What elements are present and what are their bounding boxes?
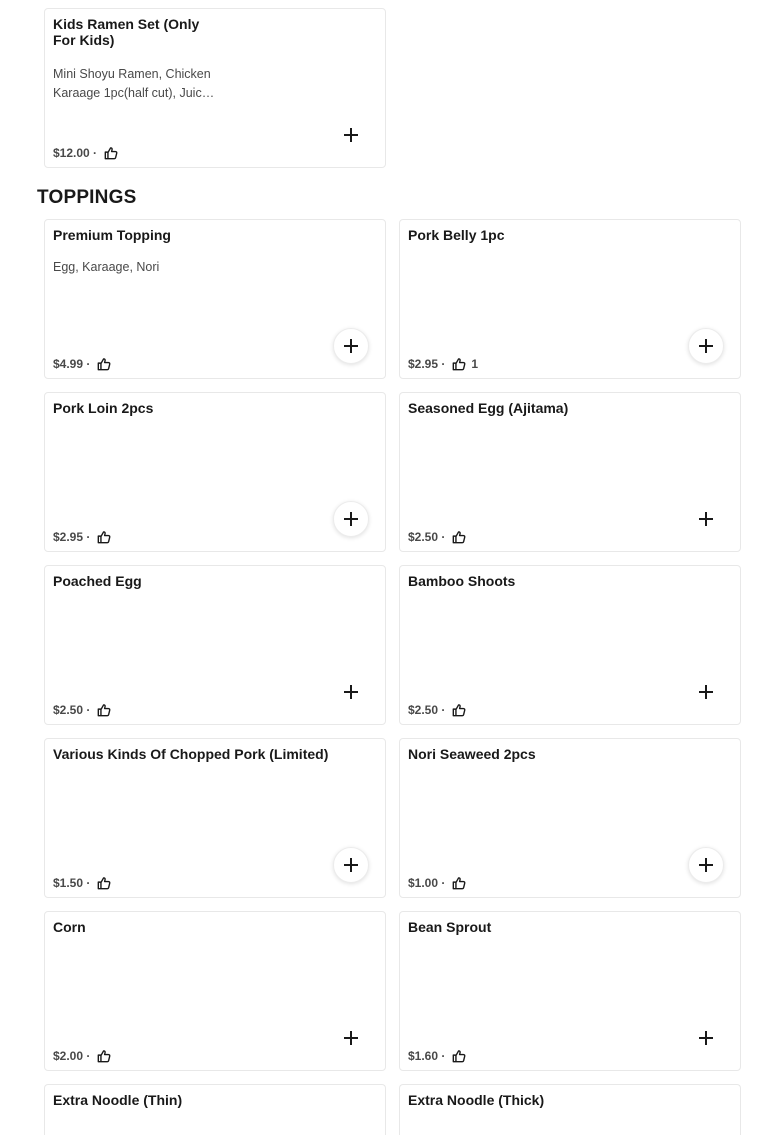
menu-item-card[interactable] xyxy=(44,392,386,552)
menu-item-name: Nori Seaweed 2pcs xyxy=(408,746,536,762)
add-to-cart-button[interactable] xyxy=(333,847,369,883)
menu-item-footer xyxy=(408,876,466,890)
plus-icon xyxy=(343,684,359,700)
menu-item-description: Mini Shoyu Ramen, Chicken Karaage 1pc(half cut), Juic… xyxy=(53,67,215,100)
menu-item-card[interactable] xyxy=(399,738,741,898)
menu-item-card[interactable] xyxy=(399,565,741,725)
menu-item-card[interactable] xyxy=(44,911,386,1071)
menu-item-footer xyxy=(53,876,111,890)
menu-item-price: $1.50 · xyxy=(53,876,91,890)
thumbs-up-icon xyxy=(97,357,111,371)
menu-item-card[interactable] xyxy=(44,565,386,725)
add-to-cart-button[interactable] xyxy=(333,1020,369,1056)
menu-item-name: Poached Egg xyxy=(53,573,142,589)
menu-item-name: Various Kinds Of Chopped Pork (Limited) xyxy=(53,746,329,762)
plus-icon xyxy=(343,1030,359,1046)
thumbs-up-icon xyxy=(452,1049,466,1063)
menu-item-name: Corn xyxy=(53,919,86,935)
thumbs-up-icon xyxy=(97,876,111,890)
menu-item-footer xyxy=(53,357,111,371)
add-to-cart-button[interactable] xyxy=(688,1020,724,1056)
plus-icon xyxy=(698,338,714,354)
add-to-cart-button[interactable] xyxy=(688,501,724,537)
menu-item-price: $2.50 · xyxy=(53,703,91,717)
menu-item-name: Bamboo Shoots xyxy=(408,573,516,589)
menu-item-footer xyxy=(53,703,111,717)
menu-item-card[interactable] xyxy=(399,911,741,1071)
add-to-cart-button[interactable] xyxy=(333,674,369,710)
section-title-toppings: TOPPINGS xyxy=(37,187,137,208)
menu-item-card[interactable] xyxy=(399,219,741,379)
add-to-cart-button[interactable] xyxy=(333,501,369,537)
menu-item-name: Premium Topping xyxy=(53,227,171,243)
menu-item-footer xyxy=(408,1049,466,1063)
menu-item-footer xyxy=(408,357,478,371)
thumbs-up-icon xyxy=(97,703,111,717)
like-count: 1 xyxy=(471,357,479,371)
menu-item-card-kids-ramen-set[interactable] xyxy=(44,8,386,168)
menu-item-price: $1.00 · xyxy=(408,876,446,890)
plus-icon xyxy=(698,684,714,700)
thumbs-up-icon xyxy=(452,703,466,717)
plus-icon xyxy=(343,857,359,873)
thumbs-up-icon xyxy=(97,1049,111,1063)
thumbs-up-icon xyxy=(452,876,466,890)
menu-item-footer xyxy=(408,703,466,717)
menu-item-name: Pork Belly 1pc xyxy=(408,227,505,243)
add-to-cart-button[interactable] xyxy=(333,328,369,364)
plus-icon xyxy=(343,511,359,527)
menu-item-card[interactable] xyxy=(44,738,386,898)
menu-item-name: Pork Loin 2pcs xyxy=(53,400,154,416)
menu-item-name: Extra Noodle (Thick) xyxy=(408,1092,545,1108)
menu-item-name: Kids Ramen Set (Only For Kids) xyxy=(53,16,200,48)
menu-item-price: $4.99 · xyxy=(53,357,91,371)
menu-item-name: Bean Sprout xyxy=(408,919,492,935)
menu-item-name: Extra Noodle (Thin) xyxy=(53,1092,183,1108)
add-to-cart-button[interactable] xyxy=(333,117,369,153)
thumbs-up-icon xyxy=(452,530,466,544)
menu-item-description: Egg, Karaage, Nori xyxy=(53,260,160,274)
menu-item-footer xyxy=(408,530,466,544)
menu-item-price: $2.95 · xyxy=(53,530,91,544)
plus-icon xyxy=(343,127,359,143)
menu-item-card[interactable] xyxy=(399,1084,741,1135)
menu-item-card[interactable] xyxy=(44,219,386,379)
menu-item-name: Seasoned Egg (Ajitama) xyxy=(408,400,569,416)
plus-icon xyxy=(343,338,359,354)
thumbs-up-icon xyxy=(104,146,118,160)
menu-item-price: $1.60 · xyxy=(408,1049,446,1063)
menu-item-price: $12.00 · xyxy=(53,146,98,160)
menu-item-price: $2.50 · xyxy=(408,530,446,544)
menu-item-footer xyxy=(53,1049,111,1063)
plus-icon xyxy=(698,511,714,527)
thumbs-up-icon xyxy=(97,530,111,544)
thumbs-up-icon xyxy=(452,357,466,371)
menu-item-footer xyxy=(53,530,111,544)
add-to-cart-button[interactable] xyxy=(688,847,724,883)
menu-item-price: $2.50 · xyxy=(408,703,446,717)
menu-item-price: $2.95 · xyxy=(408,357,446,371)
menu-item-footer xyxy=(53,146,118,160)
plus-icon xyxy=(698,1030,714,1046)
menu-item-card[interactable] xyxy=(44,1084,386,1135)
add-to-cart-button[interactable] xyxy=(688,674,724,710)
menu-item-card[interactable] xyxy=(399,392,741,552)
plus-icon xyxy=(698,857,714,873)
menu-item-price: $2.00 · xyxy=(53,1049,91,1063)
add-to-cart-button[interactable] xyxy=(688,328,724,364)
